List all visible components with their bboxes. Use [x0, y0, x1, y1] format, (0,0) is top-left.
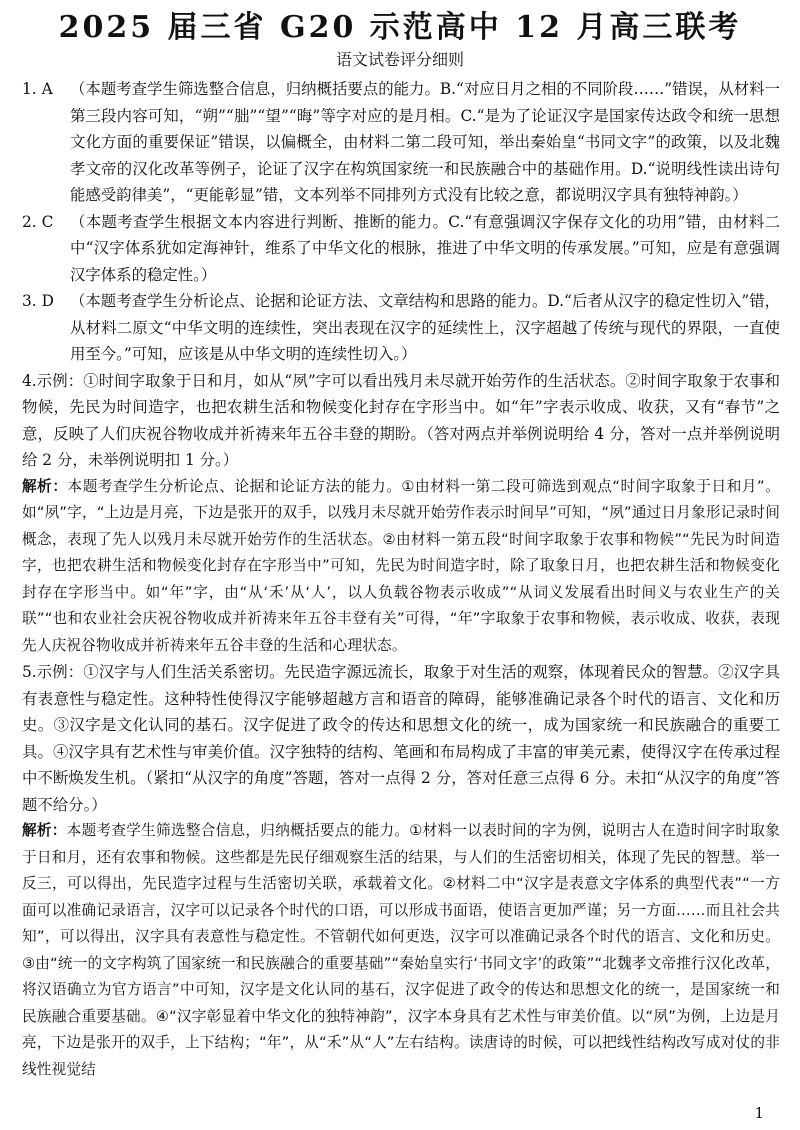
- item-text: （本题考查学生筛选整合信息，归纳概括要点的能力。B.“对应日月之相的不同阶段……”错误，从材料一第三段内容可知，“朔”“朏”“望”“晦”等字对应的是月相。C.“是为了论证汉字是国家传达政令和统一思想文化方面的重要保证”错误，以偏概全，由材料二第二段可知，举出秦始皇“书同文字”的政策，以及北魏孝文帝的汉化改革等例子，论证了汉字在构筑国家统一和民族融合中的基础作用。D.“说明线性读出诗句能感受韵律美”，“更能彰显”错，文本列举不同排列方式没有比较之意，都说明汉字具有独特神韵。）: [70, 80, 780, 204]
- item-answer: 示例：①汉字与人们生活关系密切。先民造字源远流长，取象于对生活的观察，体现着民众的智慧。②汉字具有表意性与稳定性。这种特性使得汉字能够超越方言和语音的障碍，能够准确记录各个时代的语言、文化和历史。③汉字是文化认同的基石。汉字促进了政令的传达和思想文化的统一，成为国家统一和民族融合的重要工具。④汉字具有艺术性与审美价值。汉字独特的结构、笔画和布局构成了丰富的审美元素，使得汉字在传承过程中不断焕发生机。（紧扣“从汉字的角度”答题，答对一点得 2 分，答对任意三点得 6 分。未扣“从汉字的角度”答题不给分。）: [22, 663, 780, 814]
- document-body: [22, 76, 780, 1083]
- explanation-label: 解析：: [22, 822, 67, 839]
- item-number: 3. D: [22, 292, 54, 310]
- explanation-label: 解析：: [22, 477, 68, 495]
- item-explanation: [22, 818, 780, 1083]
- explanation-text: 本题考查学生分析论点、论据和论证方法的能力。①由材料一第二段可筛选到观点“时间字取象于日和月”。如“夙”字，“上边是月亮，下边是张开的双手，以残月未尽就开始劳作表示时间早”可知，“夙”通过日月象形记录时间概念，表现了先人以残月未尽就开始劳作的生活状态。②由材料一第五段“时间字取象于农事和物候”“先民为时间造字，也把农耕生活和物候变化封存在字形当中”可知，先民为时间造字时，除了取象日月，也把农耕生活和物候变化封存在字形当中。如“年”字，由“从‘禾’从‘人’，以人负载谷物表示收成”“从词义发展看出时间义与农业生产的关联”“也和农业社会庆祝谷物收成并祈祷来年五谷丰登有关”可得，“年”字取象于农事和物候，表示收成、收获，表现先人庆祝谷物收成并祈祷来年五谷丰登的生活和心理状态。: [22, 477, 780, 654]
- page-subtitle: 语文试卷评分细则: [335, 50, 464, 69]
- item-text: （本题考查学生根据文本内容进行判断、推断的能力。C.“有意强调汉字保存文化的功用”错，由材料二中“汉字体系犹如定海神针，维系了中华文化的根脉，推进了中华文明的传承发展。”可知，应是有意强调汉字体系的稳定性。）: [70, 212, 780, 284]
- page-number: 1: [754, 1104, 764, 1122]
- item-text: [22, 659, 780, 818]
- item-explanation: [22, 474, 780, 660]
- explanation-text: 本题考查学生筛选整合信息，归纳概括要点的能力。①材料一以表时间的字为例，说明古人在造时间字时取象于日和月，还有农事和物候。这些都是先民仔细观察生活的结果，与人们的生活密切相关，体现了先民的智慧。举一反三，可以得出，先民造字过程与生活密切关联，承载着文化。②材料二中“汉字是表意文字体系的典型代表”“一方面可以准确记录语言，汉字可以记录各个时代的口语，可以形成书面语，使语言更加严谨；另一方面……而且社会共知”，可以得出，汉字具有表意性与稳定性。不管朝代如何更迭，汉字可以准确记录各个时代的语言、文化和历史。③由“统一的文字构筑了国家统一和民族融合的重要基础”“秦始皇实行‘书同文字’的政策”“北魏孝文帝推行汉化改革，将汉语确立为官方语言”中可知，汉字是文化认同的基石，汉字促进了政令的传达和思想文化的统一，是国家统一和民族融合重要基础。④“汉字彰显着中华文化的独特神韵”，汉字本身具有艺术性与审美价值。以“夙”为例，上边是月亮，下边是张开的双手，上下结构；“年”，从“禾”从“人”左右结构。读唐诗的时候，可以把线性结构改写成对仗的非线性视觉结: [22, 822, 780, 1078]
- answer-item-4: [22, 368, 780, 660]
- item-answer: 示例：①时间字取象于日和月，如从“夙”字可以看出残月未尽就开始劳作的生活状态。②时间字取象于农事和物候，先民为时间造字，也把农耕生活和物候变化封存在字形当中。如“年”字表示收成、收获，又有“春节”之意，反映了人们庆祝谷物收成并祈祷来年五谷丰登的期盼。（答对两点并举例说明给 4 分，答对一点并举例说明给 2 分，未举例说明扣 1 分。）: [22, 371, 780, 469]
- item-number: 1. A: [22, 80, 53, 98]
- item-text: [22, 368, 780, 474]
- item-number: 5.: [22, 663, 37, 681]
- item-text: （本题考查学生分析论点、论据和论证方法、文章结构和思路的能力。D.“后者从汉字的稳定性切入”错，从材料二原文“中华文明的连续性，突出表现在汉字的延续性上，汉字超越了传统与现代的界限，一直使用至今。”可知，应该是从中华文明的连续性切入。）: [70, 292, 780, 363]
- answer-item-3: [22, 288, 780, 368]
- page-title: 2025 届三省 G20 示范高中 12 月高三联考: [58, 10, 742, 45]
- answer-item-5: [22, 659, 780, 1083]
- item-number: 2. C: [22, 212, 54, 231]
- item-number: 4.: [22, 371, 37, 390]
- answer-item-2: [22, 209, 780, 289]
- answer-item-1: [22, 76, 780, 209]
